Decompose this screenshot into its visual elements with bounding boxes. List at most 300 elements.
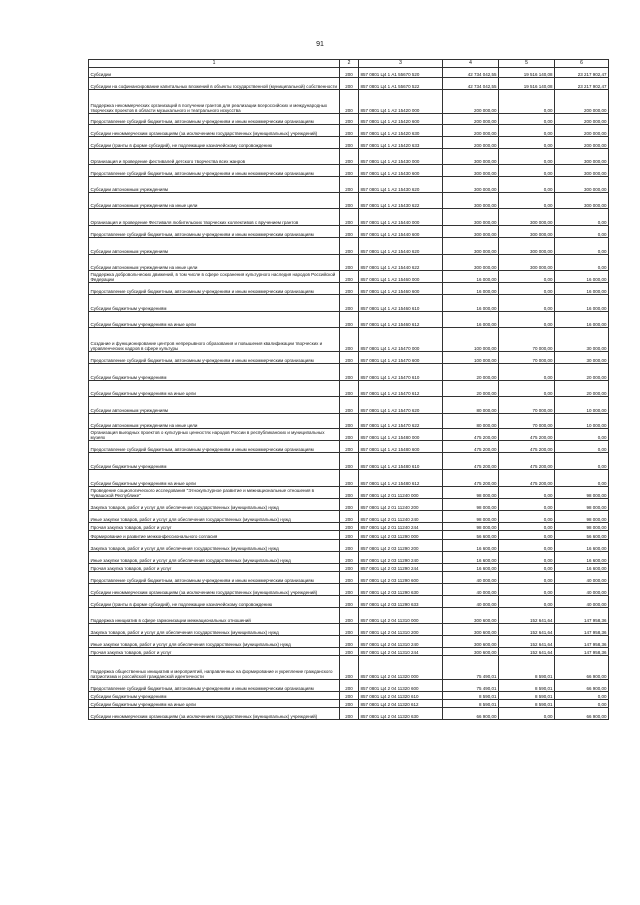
row-kbk: 857 0801 Ц4 2 04 11310 200 [359,624,443,636]
table-row [89,511,609,523]
row-amount-republic: 98 000,00 [555,511,609,523]
row-amount-republic: 200 000,00 [555,125,609,137]
row-code: 200 [340,441,359,453]
row-kbk: 857 0801 Ц4 1 А2 15480 000 [359,429,443,441]
header-cell-2: 2 [340,60,359,68]
row-amount-federal: 0,00 [499,584,555,596]
row-amount-total: 100 000,00 [443,328,499,352]
row-kbk: 857 0801 Ц4 2 04 11320 610 [359,692,443,700]
row-amount-federal: 0,00 [499,381,555,397]
row-amount-republic: 0,00 [555,453,609,470]
row-amount-federal: 0,00 [499,283,555,295]
row-amount-total: 100 000,00 [443,352,499,364]
row-amount-federal: 8 590,01 [499,700,555,708]
row-amount-republic: 56 600,00 [555,531,609,540]
row-amount-republic: 10 000,00 [555,397,609,414]
row-name: Субсидии автономным учреждениям на иные цели [89,255,340,271]
row-name: Предоставление субсидий бюджетным, автономным учреждениям и иным некоммерческим организациям [89,572,340,584]
row-kbk: 857 0801 Ц4 2 04 11320 600 [359,680,443,692]
row-kbk: 857 0801 Ц4 1 А2 15470 622 [359,414,443,429]
row-amount-total: 8 590,01 [443,700,499,708]
row-amount-republic: 40 000,00 [555,596,609,608]
row-amount-republic: 0,00 [555,238,609,255]
row-name: Субсидии бюджетным учреждениям на иные цели [89,470,340,487]
row-name: Субсидии бюджетным учреждениям [89,364,340,381]
table-row [89,608,609,624]
table-row [89,441,609,453]
row-amount-total: 40 000,00 [443,584,499,596]
table-row [89,624,609,636]
row-amount-republic: 23 217 902,47 [555,78,609,90]
row-amount-total: 16 000,00 [443,295,499,312]
row-amount-total: 475 200,00 [443,470,499,487]
row-name: Поддержка инициатив в сфере гармонизации межнациональных отношений [89,608,340,624]
row-code: 200 [340,624,359,636]
row-amount-republic: 0,00 [555,692,609,700]
row-amount-total: 98 000,00 [443,499,499,511]
table-row [89,328,609,352]
row-amount-republic: 147 958,36 [555,648,609,656]
row-name: Формирование и развитие межконфессионального согласия [89,531,340,540]
row-amount-federal: 8 590,01 [499,692,555,700]
table-row [89,165,609,177]
header-cell-3: 3 [359,60,443,68]
row-kbk: 857 0801 Ц4 2 04 11310 000 [359,608,443,624]
row-amount-total: 300 600,00 [443,608,499,624]
row-amount-federal: 70 000,00 [499,397,555,414]
row-amount-republic: 66 900,00 [555,680,609,692]
row-amount-total: 16 000,00 [443,312,499,328]
row-name: Предоставление субсидий бюджетным, автономным учреждениям и иным некоммерческим организациям [89,680,340,692]
row-kbk: 857 0801 Ц4 2 03 11290 000 [359,531,443,540]
row-amount-total: 300 000,00 [443,209,499,226]
row-kbk: 857 0801 Ц4 1 А2 15430 600 [359,165,443,177]
table-row [89,414,609,429]
row-amount-republic: 16 000,00 [555,271,609,283]
header-cell-1: 1 [89,60,340,68]
row-amount-federal: 0,00 [499,114,555,125]
row-name: Организация выездных проектов о культурных ценностях народов России в республиканских и муниципальных музеях [89,429,340,441]
row-code: 200 [340,364,359,381]
row-code: 200 [340,381,359,397]
row-amount-total: 40 000,00 [443,596,499,608]
row-name: Организация и проведение Фестиваля любительских творческих коллективов с вручением грантов [89,209,340,226]
row-amount-republic: 16 600,00 [555,540,609,552]
row-name: Субсидии бюджетным учреждениям [89,453,340,470]
row-name: Предоставление субсидий бюджетным, автономным учреждениям и иным некоммерческим организациям [89,352,340,364]
row-amount-republic: 23 217 902,47 [555,68,609,78]
row-amount-republic: 16 000,00 [555,283,609,295]
table-row [89,552,609,564]
row-kbk: 857 0801 Ц4 1 А2 15470 610 [359,364,443,381]
row-kbk: 857 0801 Ц4 1 А2 15470 612 [359,381,443,397]
row-name: Субсидии некоммерческим организациям (за исключением государственных (муниципальных) учреждений) [89,584,340,596]
header-cell-5: 5 [499,60,555,68]
row-code: 200 [340,608,359,624]
row-kbk: 857 0801 Ц4 1 А2 15420 633 [359,137,443,149]
row-amount-republic: 0,00 [555,700,609,708]
row-name: Иные закупки товаров, работ и услуг для обеспечения государственных (муниципальных) нужд [89,636,340,648]
table-row [89,636,609,648]
row-amount-total: 98 000,00 [443,487,499,499]
row-name: Создание и функционирование центров непрерывного образования и повышения квалификации творческих и управленческих кадров в сфере культуры [89,328,340,352]
row-amount-republic: 16 000,00 [555,295,609,312]
row-kbk: 857 0801 Ц4 1 А2 15430 000 [359,149,443,165]
row-amount-federal: 0,00 [499,564,555,572]
row-amount-federal: 152 641,64 [499,636,555,648]
row-amount-total: 66 900,00 [443,708,499,720]
row-amount-federal: 19 516 140,08 [499,78,555,90]
row-name: Иные закупки товаров, работ и услуг для обеспечения государственных (муниципальных) нужд [89,511,340,523]
row-name: Субсидии автономным учреждениям [89,397,340,414]
table-row [89,209,609,226]
row-name: Субсидии некоммерческим организациям (за исключением государственных (муниципальных) учреждений) [89,708,340,720]
row-kbk: 857 0801 Ц4 2 03 11290 633 [359,596,443,608]
table-row [89,125,609,137]
row-amount-federal: 300 000,00 [499,209,555,226]
row-amount-federal: 300 000,00 [499,255,555,271]
table-row [89,429,609,441]
row-name: Субсидии бюджетным учреждениям на иные цели [89,700,340,708]
row-amount-republic: 20 000,00 [555,381,609,397]
row-name: Организация и проведение фестивалей детского творчества всех жанров [89,149,340,165]
row-amount-federal: 0,00 [499,149,555,165]
row-code: 200 [340,328,359,352]
row-code: 200 [340,295,359,312]
row-kbk: 857 0801 Ц4 1 А2 15440 600 [359,226,443,238]
row-kbk: 857 0801 Ц4 2 04 11320 612 [359,700,443,708]
row-kbk: 857 0801 Ц4 1 А2 15440 620 [359,238,443,255]
row-code: 200 [340,271,359,283]
table-row [89,680,609,692]
row-code: 200 [340,429,359,441]
row-amount-total: 300 000,00 [443,177,499,193]
table-row [89,470,609,487]
table-row [89,238,609,255]
table-row [89,177,609,193]
row-amount-total: 300 600,00 [443,624,499,636]
row-amount-republic: 66 900,00 [555,656,609,680]
row-name: Субсидии автономным учреждениям [89,238,340,255]
row-amount-total: 300 000,00 [443,255,499,271]
row-kbk: 857 0801 Ц4 2 03 11290 240 [359,552,443,564]
table-row [89,700,609,708]
row-kbk: 857 0801 Ц4 1 А2 15480 610 [359,453,443,470]
table-row [89,193,609,209]
row-code: 200 [340,499,359,511]
row-amount-republic: 300 000,00 [555,177,609,193]
row-kbk: 857 0801 Ц4 1 А2 15460 600 [359,283,443,295]
row-amount-total: 475 200,00 [443,429,499,441]
table-row [89,487,609,499]
table-row [89,114,609,125]
row-kbk: 857 0801 Ц4 2 01 11240 244 [359,523,443,531]
row-kbk: 857 0801 Ц4 1 А2 15460 000 [359,271,443,283]
row-code: 200 [340,656,359,680]
row-kbk: 857 0801 Ц4 1 А1 55670 520 [359,68,443,78]
row-code: 200 [340,226,359,238]
row-amount-federal: 0,00 [499,165,555,177]
row-amount-total: 300 000,00 [443,149,499,165]
row-amount-republic: 30 000,00 [555,352,609,364]
row-amount-total: 98 000,00 [443,511,499,523]
row-code: 200 [340,523,359,531]
header-cell-4: 4 [443,60,499,68]
row-name: Субсидии (гранты в форме субсидий), не подлежащие казначейскому сопровождению [89,596,340,608]
row-amount-federal: 0,00 [499,271,555,283]
row-code: 200 [340,414,359,429]
row-amount-total: 475 200,00 [443,441,499,453]
row-code: 200 [340,596,359,608]
row-code: 200 [340,125,359,137]
table-row [89,648,609,656]
row-code: 200 [340,68,359,78]
row-amount-federal: 152 641,64 [499,608,555,624]
row-amount-republic: 0,00 [555,470,609,487]
row-name: Прочая закупка товаров, работ и услуг [89,648,340,656]
row-kbk: 857 0801 Ц4 1 А2 15430 622 [359,193,443,209]
table-row [89,68,609,78]
row-amount-federal: 8 590,01 [499,656,555,680]
row-kbk: 857 0801 Ц4 2 04 11310 240 [359,636,443,648]
row-kbk: 857 0801 Ц4 1 А2 15470 000 [359,328,443,352]
row-name: Субсидии на софинансирование капитальных вложений в объекты государственной (муниципальной) собственности [89,78,340,90]
table-row [89,295,609,312]
row-amount-total: 42 734 042,55 [443,68,499,78]
row-amount-federal: 0,00 [499,708,555,720]
row-code: 200 [340,193,359,209]
row-name: Субсидии [89,68,340,78]
row-code: 200 [340,238,359,255]
row-code: 200 [340,584,359,596]
row-amount-republic: 147 958,36 [555,624,609,636]
row-code: 200 [340,531,359,540]
row-amount-federal: 0,00 [499,531,555,540]
table-row [89,381,609,397]
table-row [89,283,609,295]
row-amount-republic: 16 600,00 [555,552,609,564]
table-row [89,692,609,700]
row-kbk: 857 0801 Ц4 1 А2 15420 000 [359,90,443,114]
row-amount-total: 80 000,00 [443,397,499,414]
row-name: Субсидии (гранты в форме субсидий), не подлежащие казначейскому сопровождению [89,137,340,149]
row-kbk: 857 0801 Ц4 1 А2 15470 620 [359,397,443,414]
row-code: 200 [340,708,359,720]
table-row [89,364,609,381]
row-amount-federal: 0,00 [499,552,555,564]
row-code: 200 [340,487,359,499]
row-amount-total: 200 000,00 [443,125,499,137]
row-name: Предоставление субсидий бюджетным, автономным учреждениям и иным некоммерческим организациям [89,165,340,177]
row-code: 200 [340,114,359,125]
row-kbk: 857 0801 Ц4 1 А2 15440 000 [359,209,443,226]
table-row [89,540,609,552]
row-name: Прочая закупка товаров, работ и услуг [89,523,340,531]
page-number: 91 [316,41,324,48]
row-amount-republic: 40 000,00 [555,572,609,584]
row-code: 200 [340,564,359,572]
row-amount-total: 20 000,00 [443,364,499,381]
row-name: Поддержка общественных инициатив и мероприятий, направленных на формирование и укрепление гражданского патриотизма и российской гражданской идентичности [89,656,340,680]
row-amount-total: 16 000,00 [443,271,499,283]
row-name: Прочая закупка товаров, работ и услуг [89,564,340,572]
row-amount-total: 8 590,01 [443,692,499,700]
row-amount-republic: 147 958,36 [555,608,609,624]
row-amount-total: 16 000,00 [443,283,499,295]
table-row [89,137,609,149]
row-code: 200 [340,312,359,328]
row-name: Проведение социологического исследования "Этнокультурное развитие и межнациональные отношения в Чувашской Республике" [89,487,340,499]
row-amount-republic: 147 958,36 [555,636,609,648]
row-name: Субсидии бюджетным учреждениям на иные цели [89,381,340,397]
row-kbk: 857 0801 Ц4 2 03 11290 630 [359,584,443,596]
row-amount-federal: 0,00 [499,295,555,312]
row-amount-total: 200 000,00 [443,137,499,149]
row-amount-total: 300 000,00 [443,193,499,209]
row-amount-republic: 10 000,00 [555,414,609,429]
row-amount-total: 16 600,00 [443,540,499,552]
row-amount-total: 300 000,00 [443,238,499,255]
row-amount-federal: 0,00 [499,540,555,552]
row-amount-total: 42 734 042,55 [443,78,499,90]
row-code: 200 [340,255,359,271]
row-code: 200 [340,137,359,149]
row-amount-total: 20 000,00 [443,381,499,397]
row-kbk: 857 0801 Ц4 1 А2 15460 610 [359,295,443,312]
row-kbk: 857 0801 Ц4 2 03 11290 200 [359,540,443,552]
row-amount-federal: 0,00 [499,193,555,209]
table-row [89,572,609,584]
row-code: 200 [340,165,359,177]
row-kbk: 857 0801 Ц4 1 А2 15420 600 [359,114,443,125]
row-name: Закупка товаров, работ и услуг для обеспечения государственных (муниципальных) нужд [89,624,340,636]
row-name: Субсидии автономным учреждениям на иные цели [89,193,340,209]
row-kbk: 857 0801 Ц4 2 03 11290 600 [359,572,443,584]
row-kbk: 857 0801 Ц4 2 04 11320 630 [359,708,443,720]
row-name: Субсидии некоммерческим организациям (за исключением государственных (муниципальных) учреждений) [89,125,340,137]
row-amount-federal: 475 200,00 [499,441,555,453]
row-amount-republic: 98 000,00 [555,487,609,499]
row-kbk: 857 0801 Ц4 2 01 11240 200 [359,499,443,511]
row-amount-republic: 0,00 [555,209,609,226]
row-amount-federal: 0,00 [499,499,555,511]
row-kbk: 857 0801 Ц4 1 А2 15470 600 [359,352,443,364]
row-amount-republic: 300 000,00 [555,149,609,165]
table-row [89,352,609,364]
table-row [89,271,609,283]
row-kbk: 857 0801 Ц4 2 01 11240 240 [359,511,443,523]
row-amount-federal: 0,00 [499,177,555,193]
row-amount-republic: 0,00 [555,255,609,271]
table-row [89,397,609,414]
row-kbk: 857 0801 Ц4 1 А2 15420 630 [359,125,443,137]
row-amount-federal: 19 516 140,08 [499,68,555,78]
row-code: 200 [340,540,359,552]
row-code: 200 [340,700,359,708]
row-amount-republic: 200 000,00 [555,114,609,125]
row-amount-total: 200 000,00 [443,90,499,114]
row-name: Поддержка добровольческих движений, в том числе в сфере сохранения культурного наследия народов Российской Федерации [89,271,340,283]
row-code: 200 [340,552,359,564]
row-code: 200 [340,90,359,114]
table-row [89,312,609,328]
row-code: 200 [340,397,359,414]
row-amount-total: 300 600,00 [443,648,499,656]
row-amount-federal: 475 200,00 [499,429,555,441]
row-name: Иные закупки товаров, работ и услуг для обеспечения государственных (муниципальных) нужд [89,552,340,564]
row-amount-total: 16 600,00 [443,564,499,572]
row-amount-republic: 0,00 [555,441,609,453]
row-amount-federal: 70 000,00 [499,352,555,364]
row-amount-federal: 0,00 [499,312,555,328]
row-name: Субсидии автономным учреждениям на иные цели [89,414,340,429]
table-row [89,523,609,531]
row-kbk: 857 0801 Ц4 1 А2 15480 600 [359,441,443,453]
row-amount-total: 200 000,00 [443,114,499,125]
row-amount-total: 98 000,00 [443,523,499,531]
row-amount-republic: 300 000,00 [555,193,609,209]
row-amount-total: 75 490,01 [443,680,499,692]
row-kbk: 857 0801 Ц4 1 А2 15460 612 [359,312,443,328]
row-name: Субсидии бюджетным учреждениям на иные цели [89,312,340,328]
row-kbk: 857 0801 Ц4 1 А2 15430 620 [359,177,443,193]
row-amount-republic: 0,00 [555,226,609,238]
row-code: 200 [340,177,359,193]
row-amount-federal: 0,00 [499,511,555,523]
row-amount-federal: 0,00 [499,523,555,531]
row-amount-total: 56 600,00 [443,531,499,540]
row-name: Закупка товаров, работ и услуг для обеспечения государственных (муниципальных) нужд [89,499,340,511]
row-code: 200 [340,352,359,364]
row-amount-total: 300 000,00 [443,165,499,177]
row-amount-republic: 16 000,00 [555,312,609,328]
row-amount-republic: 20 000,00 [555,364,609,381]
row-kbk: 857 0801 Ц4 2 04 11310 244 [359,648,443,656]
row-code: 200 [340,209,359,226]
row-amount-federal: 152 641,64 [499,624,555,636]
row-kbk: 857 0801 Ц4 1 А1 55670 522 [359,78,443,90]
row-amount-federal: 0,00 [499,364,555,381]
header-row [89,60,609,68]
row-name: Субсидии автономным учреждениям [89,177,340,193]
row-amount-federal: 152 641,64 [499,648,555,656]
row-amount-federal: 0,00 [499,487,555,499]
row-amount-republic: 0,00 [555,429,609,441]
row-code: 200 [340,283,359,295]
row-amount-total: 40 000,00 [443,572,499,584]
row-code: 200 [340,453,359,470]
row-amount-federal: 300 000,00 [499,238,555,255]
table-row [89,453,609,470]
table-row [89,656,609,680]
row-amount-total: 75 490,01 [443,656,499,680]
row-code: 200 [340,692,359,700]
table-row [89,78,609,90]
row-amount-republic: 200 000,00 [555,137,609,149]
row-amount-total: 300 000,00 [443,226,499,238]
row-amount-total: 300 600,00 [443,636,499,648]
row-code: 200 [340,680,359,692]
row-code: 200 [340,511,359,523]
row-name: Предоставление субсидий бюджетным, автономным учреждениям и иным некоммерческим организациям [89,441,340,453]
row-amount-federal: 8 590,01 [499,680,555,692]
row-code: 200 [340,149,359,165]
row-amount-republic: 30 000,00 [555,328,609,352]
row-amount-federal: 0,00 [499,596,555,608]
row-amount-federal: 0,00 [499,125,555,137]
table-row [89,255,609,271]
row-name: Закупка товаров, работ и услуг для обеспечения государственных (муниципальных) нужд [89,540,340,552]
